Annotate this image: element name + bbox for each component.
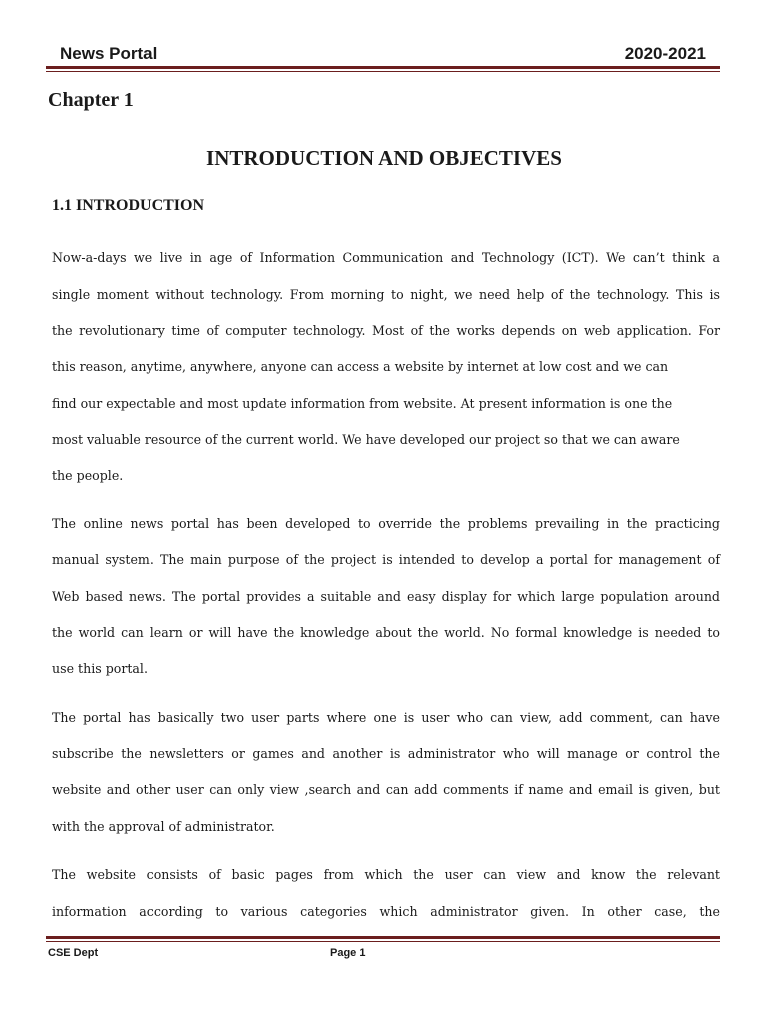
- paragraph-line: Web based news. The portal provides a suitable and easy display for which large population around: [52, 589, 720, 604]
- header-title: News Portal: [60, 44, 158, 63]
- paragraph-line: Now-a-days we live in age of Information Communication and Technology (ICT). We can’t think a: [52, 250, 720, 265]
- paragraph-line: The online news portal has been developed to override the problems prevailing in the practicing: [52, 516, 720, 531]
- section-heading: 1.1 INTRODUCTION: [52, 197, 205, 214]
- paragraph-line: the people.: [52, 468, 124, 483]
- paragraph-line: subscribe the newsletters or games and another is administrator who will manage or control the: [52, 746, 720, 761]
- header-year: 2020-2021: [624, 44, 706, 63]
- paragraph-line: information according to various categories which administrator given. In other case, the: [52, 904, 720, 919]
- paragraph-line: website and other user can only view ,search and can add comments if name and email is given, but: [52, 782, 720, 797]
- paragraph-line: most valuable resource of the current world. We have developed our project so that we can aware: [52, 432, 680, 447]
- paragraph-line: this reason, anytime, anywhere, anyone can access a website by internet at low cost and we can: [52, 359, 669, 374]
- paragraph-line: manual system. The main purpose of the project is intended to develop a portal for management of: [52, 552, 720, 567]
- page-header: [46, 42, 720, 66]
- paragraph-line: use this portal.: [52, 661, 148, 676]
- paragraph-line: with the approval of administrator.: [52, 819, 275, 834]
- paragraph-line: the world can learn or will have the knowledge about the world. No formal knowledge is needed to: [52, 625, 720, 640]
- footer-rule-thin: [46, 941, 720, 942]
- chapter-label: Chapter 1: [48, 89, 134, 111]
- paragraph-line: The portal has basically two user parts where one is user who can view, add comment, can have: [52, 710, 720, 725]
- paragraph-line: find our expectable and most update information from website. At present information is one the: [52, 396, 673, 411]
- footer-rule-thick: [46, 936, 720, 939]
- paragraph-line: The website consists of basic pages from which the user can view and know the relevant: [52, 867, 720, 882]
- paragraph-line: single moment without technology. From morning to night, we need help of the technology. This is: [52, 287, 720, 302]
- header-rule-thick: [46, 66, 720, 69]
- footer-dept: CSE Dept: [48, 947, 99, 959]
- page-title: INTRODUCTION AND OBJECTIVES: [206, 146, 562, 170]
- footer-page-number: Page 1: [330, 947, 366, 959]
- header-rule-thin: [46, 71, 720, 72]
- paragraph-line: the revolutionary time of computer technology. Most of the works depends on web application. For: [52, 323, 720, 338]
